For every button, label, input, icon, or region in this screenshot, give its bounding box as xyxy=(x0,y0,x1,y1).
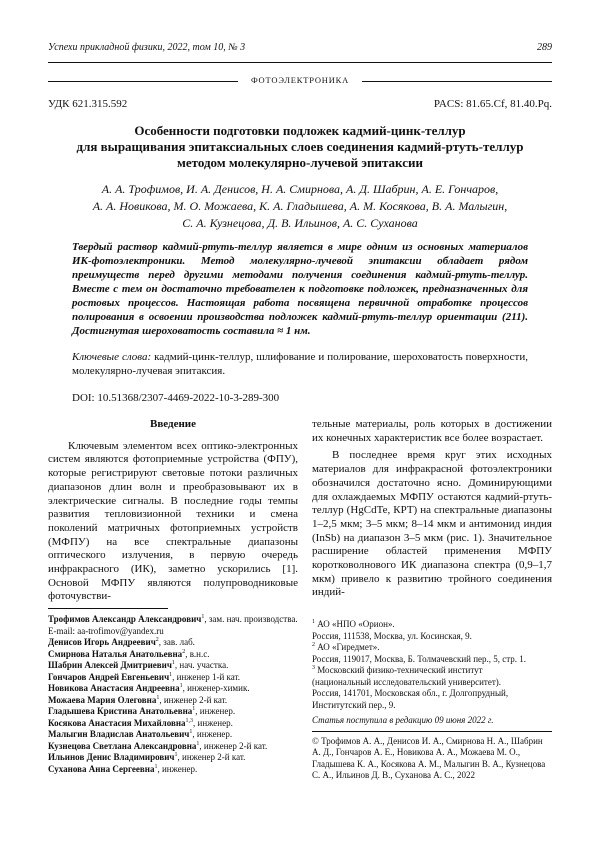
author-footnote: Малыгин Владислав Анатольевич$^1$, инженер. xyxy=(48,729,233,739)
copyright-rule xyxy=(312,731,552,732)
affiliation-footnotes xyxy=(312,619,552,782)
author-footnote: Трофимов Александр Александрович$^1$, зам. нач. производства. xyxy=(48,614,298,624)
intro-paragraph: Ключевым элементом всех оптико-электронных систем являются фотоприемные устройства (ФПУ), которые регистрируют световые потоки различных диапазонов длин волн и преобразовывают их в электрические сигналы. В последние годы темпы развития тепловизионной техники и смена поколений матричных фотоприемных устройств (МФПУ) на все спектральные диапазоны оптического излучения, в первую очередь инфракрасного (ИК), заметно ускорились [1]. Основой МФПУ являются полупроводниковые фоточувстви- xyxy=(48,439,298,603)
author-footnote: Гладышева Кристина Анатольевна$^1$, инженер. xyxy=(48,706,236,716)
keywords-text: кадмий-цинк-теллур, шлифование и полирование, шероховатость поверхности, молекулярно-лучевая эпитаксия. xyxy=(72,351,528,377)
title-line: методом молекулярно-лучевой эпитаксии xyxy=(177,155,423,170)
author-footnote: Можаева Мария Олеговна$^1$, инженер 2-й кат. xyxy=(48,694,228,705)
author-footnote: Шабрин Алексей Дмитриевич$^1$, нач. участка. xyxy=(48,660,229,670)
keywords-label: Ключевые слова: xyxy=(72,351,152,363)
title-line: для выращивания эпитаксиальных слоев соединения кадмий-ртуть-теллур xyxy=(76,139,524,154)
section-rule-right xyxy=(362,81,552,82)
intro-paragraph: В последнее время круг этих исходных материалов для инфракрасной фотоэлектроники обозначился достаточно ясно. Доминирующими для охлаждаемых МФПУ остаются кадмий-ртуть-теллур (HgCdTe, КРТ) на спектральные диапазоны 1–2,5 мкм; 3–5 мкм; 8–14 мкм и антимонид индия (InSb) на диапазон 3–5 мкм (рис. 1). Значительное расширение областей применения МФПУ коротковолнового ИК диапазона спектра (0,9–1,7 мкм) привело к развитию тройного соединения индий- xyxy=(312,449,552,599)
right-column xyxy=(312,418,552,604)
author-footnote: Косякова Анастасия Михайловна$^{1,3}$, инженер. xyxy=(48,717,233,728)
affiliation: $^3$ Московский физико-технический институт (национальный исследовательский университет). Россия, 141701, Московская обл., г. Долгопрудный, Институтский пер., 9. xyxy=(312,665,509,710)
page-number: 289 xyxy=(537,42,552,53)
doi: DOI: 10.51368/2307-4469-2022-10-3-289-300 xyxy=(72,392,280,404)
article-title xyxy=(48,123,552,171)
author-footnote: Суханова Анна Сергеевна$^1$, инженер. xyxy=(48,763,198,774)
author-footnote: Гончаров Андрей Евгеньевич$^1$, инженер 1-й кат. xyxy=(48,671,241,682)
journal-citation: Успехи прикладной физики, 2022, том 10, № 3 xyxy=(48,42,246,53)
udk-code: УДК 621.315.592 xyxy=(48,98,128,110)
author-footnotes xyxy=(48,614,298,775)
author-footnote: Новикова Анастасия Андреевна$^1$, инженер-химик. xyxy=(48,683,250,693)
authors-line: А. А. Новикова, М. О. Можаева, К. А. Гладышева, А. М. Косякова, В. А. Малыгин, xyxy=(92,199,508,213)
author-footnote: Ильинов Денис Владимирович$^1$, инженер 2-й кат. xyxy=(48,752,246,762)
author-email: E-mail: aa-trofimov@yandex.ru xyxy=(48,625,164,636)
keywords xyxy=(72,350,528,378)
pacs-code: PACS: 81.65.Cf, 81.40.Pq. xyxy=(433,98,552,110)
authors-line: С. А. Кузнецова, Д. В. Ильинов, А. С. Суханова xyxy=(182,216,418,230)
authors-line: А. А. Трофимов, И. А. Денисов, Н. А. Смирнова, А. Д. Шабрин, А. Е. Гончаров, xyxy=(101,182,499,196)
affiliation: $^2$ АО «Гиредмет». Россия, 119017, Москва, Б. Толмачевский пер., 5, стр. 1. xyxy=(312,642,527,664)
author-footnote: Кузнецова Светлана Александровна$^1$, инженер 2-й кат. xyxy=(48,740,268,751)
affiliation: $^1$ АО «НПО «Орион». Россия, 111538, Москва, ул. Косинская, 9. xyxy=(312,619,472,641)
running-header xyxy=(48,42,552,53)
author-list xyxy=(48,181,552,232)
intro-paragraph-continued: тельные материалы, роль которых в достижении их конечных характеристик все более возрастает. xyxy=(312,418,552,444)
header-rule xyxy=(48,62,552,63)
left-column xyxy=(48,418,298,608)
copyright-notice: © Трофимов А. А., Денисов И. А., Смирнова Н. А., Шабрин А. Д., Гончаров А. Е., Новикова А. А., Можаева М. О., Гладышева К. А., Косякова А. М., Малыгин В. А., Кузнецова С. А., Ильинов Д. В., Суханова А. С., 2022 xyxy=(312,735,546,780)
received-date: Статья поступила в редакцию 09 июня 2022 г. xyxy=(312,715,494,725)
footnote-rule xyxy=(48,608,168,609)
section-heading: Введение xyxy=(149,418,197,430)
author-footnote: Денисов Игорь Андреевич$^2$, зав. лаб. xyxy=(48,637,195,647)
section-label: ФОТОЭЛЕКТРОНИКА xyxy=(250,75,350,85)
title-line: Особенности подготовки подложек кадмий-цинк-теллур xyxy=(134,123,466,138)
abstract: Твердый раствор кадмий-ртуть-теллур является в мире одним из основных материалов ИК-фотоэлектроники. Метод молекулярно-лучевой эпитаксии обладает рядом преимуществ перед другими методами получения соединения кадмий-ртуть-теллур. Вместе с тем он достаточно требователен к подготовке подложек, предназначенных для ростовых процессов. Настоящая работа посвящена первичной отработке процессов полирования в освоении производства подложек кадмий-ртуть-теллур ориентации (211). Достигнутая шероховатость составила ≈ 1 нм. xyxy=(72,241,528,337)
author-footnote: Смирнова Наталья Анатольевна$^2$, в.н.с. xyxy=(48,648,210,659)
